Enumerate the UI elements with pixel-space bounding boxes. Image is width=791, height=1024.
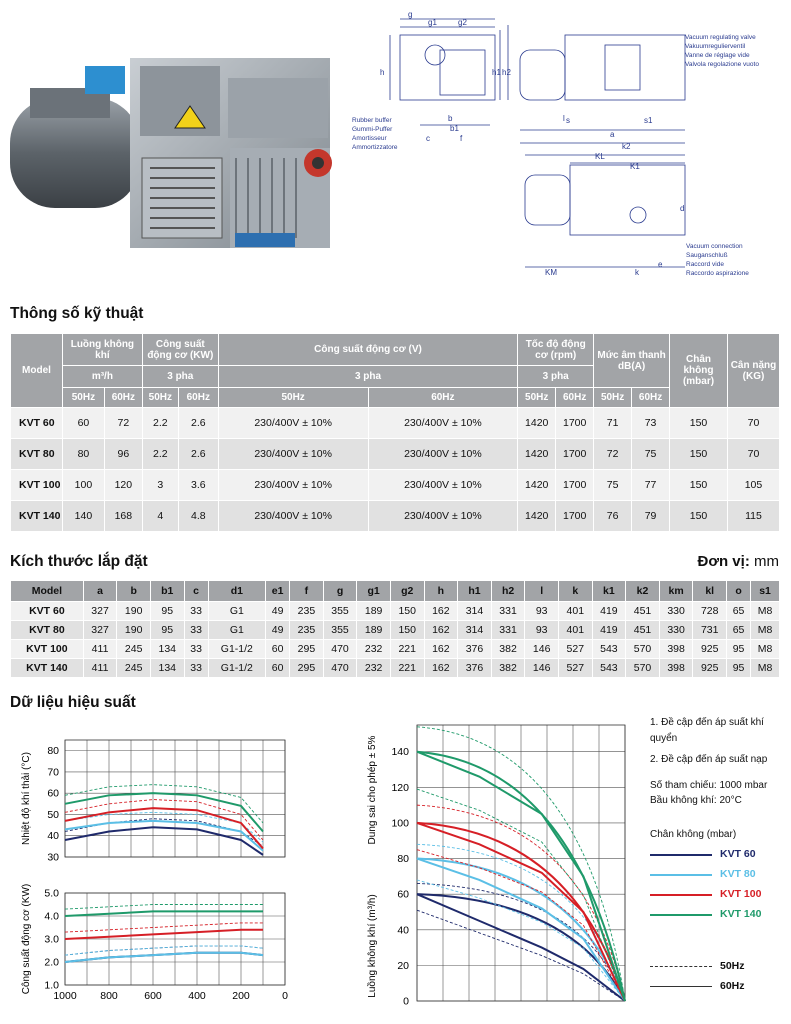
y-tick-label: 120 (391, 781, 409, 794)
y-tick-label: 2.0 (44, 956, 59, 969)
th-weight: Cân nặng (KG) (727, 334, 779, 408)
dim-cell: 134 (150, 659, 184, 678)
y-tick-label: 50 (47, 808, 59, 821)
dim-col-header: f (290, 581, 324, 602)
svg-text:Vakuumregulierventil: Vakuumregulierventil (685, 43, 746, 50)
y-tick-label: 0 (403, 995, 409, 1008)
y-tick-label: 4.0 (44, 910, 59, 923)
dim-cell: 49 (266, 621, 290, 640)
legend-60hz: 60Hz (650, 980, 790, 994)
dim-col-header: l (525, 581, 559, 602)
dim-cell: 470 (323, 640, 357, 659)
dim-cell: 376 (458, 640, 492, 659)
dim-cell: 232 (357, 640, 391, 659)
th-voltage: Công suất động cơ (V) (218, 334, 517, 366)
svg-text:Sauganschluß: Sauganschluß (686, 252, 728, 259)
dim-cell: G1-1/2 (208, 640, 265, 659)
dim-cell: 95 (727, 659, 751, 678)
dim-cell: 925 (693, 640, 727, 659)
dim-cell: 470 (323, 659, 357, 678)
dim-cell: 330 (659, 602, 693, 621)
y-tick-label: 140 (391, 746, 409, 759)
dim-cell: 419 (592, 621, 626, 640)
svg-text:KL: KL (595, 152, 605, 161)
dim-col-header: o (727, 581, 751, 602)
dim-col-header: b (117, 581, 151, 602)
th-hz: 60Hz (632, 388, 670, 408)
y-tick-label: 80 (47, 745, 59, 758)
th-speed: Tốc độ động cơ (rpm) (518, 334, 594, 366)
table-row: KVT 100 100 120 3 3.6 230/400V ± 10% 230/400V ± 10% 1420 1700 75 77 150 105 (11, 470, 780, 501)
dim-cell: 162 (424, 640, 458, 659)
svg-text:k2: k2 (622, 142, 631, 151)
dim-cell: 376 (458, 659, 492, 678)
svg-text:Vacuum regulating valve: Vacuum regulating valve (685, 34, 756, 41)
dim-cell: 245 (117, 640, 151, 659)
series-line-50hz (65, 905, 263, 910)
legend-kvt80: KVT 80 (650, 868, 790, 882)
dim-cell: 451 (626, 602, 660, 621)
x-tick-label: 0 (282, 990, 288, 1002)
y-tick-label: 1.0 (44, 979, 59, 992)
dim-col-header: e1 (266, 581, 290, 602)
th-hz: 60Hz (368, 388, 518, 408)
svg-text:K1: K1 (630, 162, 640, 171)
legend-kvt60: KVT 60 (650, 848, 790, 862)
dim-cell: 162 (424, 621, 458, 640)
legend (650, 715, 790, 1018)
dim-cell: 95 (150, 621, 184, 640)
th-hz: 60Hz (104, 388, 142, 408)
dim-cell: 189 (357, 621, 391, 640)
series-line-60hz (65, 953, 263, 962)
dim-col-header: h1 (458, 581, 492, 602)
dim-col-header: s1 (751, 581, 780, 602)
dim-cell: 327 (83, 621, 117, 640)
th-flow-unit: m³/h (62, 366, 142, 388)
svg-text:c: c (426, 134, 430, 143)
y-axis-label: Nhiệt độ khí thải (°C) (21, 752, 32, 845)
dimensions-table (10, 580, 780, 678)
th-flow: Luồng không khí (62, 334, 142, 366)
connection-label (686, 243, 749, 277)
dim-cell: 728 (693, 602, 727, 621)
note-4: Bầu không khí: 20°C (650, 795, 742, 806)
svg-text:Valvola regolazione vuoto: Valvola regolazione vuoto (685, 61, 759, 68)
dim-cell: G1-1/2 (208, 659, 265, 678)
dim-cell: M8 (751, 621, 780, 640)
dim-cell: 232 (357, 659, 391, 678)
dim-col-header: g2 (390, 581, 424, 602)
svg-text:g1: g1 (428, 18, 437, 27)
dim-cell: KVT 100 (11, 640, 84, 659)
series-line-60hz (65, 930, 263, 939)
series-line-50hz (65, 819, 263, 847)
dim-cell: KVT 60 (11, 602, 84, 621)
x-tick-label: 800 (100, 990, 118, 1002)
dim-col-header: Model (11, 581, 84, 602)
y-axis-label-top: Dung sai cho phép ± 5% (367, 735, 378, 845)
dim-cell: KVT 80 (11, 621, 84, 640)
th-hz: 50Hz (62, 388, 104, 408)
note-2: 2. Đề cập đến áp suất nạp (650, 754, 768, 765)
y-axis-label: Luồng không khí (m³/h) (367, 894, 378, 998)
dim-cell: 451 (626, 621, 660, 640)
dim-cell: 925 (693, 659, 727, 678)
svg-text:h: h (380, 68, 385, 77)
dim-col-header: h (424, 581, 458, 602)
table-row: KVT 80 80 96 2.2 2.6 230/400V ± 10% 230/400V ± 10% 1420 1700 72 75 150 70 (11, 439, 780, 470)
svg-text:Ammortizzatore: Ammortizzatore (352, 144, 398, 151)
dim-cell: 235 (290, 621, 324, 640)
right-chart (355, 715, 650, 1024)
dim-cell: 146 (525, 659, 559, 678)
y-tick-label: 3.0 (44, 933, 59, 946)
th-voltage-phase: 3 pha (218, 366, 517, 388)
dim-cell: 327 (83, 602, 117, 621)
svg-text:b: b (448, 114, 453, 123)
dim-col-header: km (659, 581, 693, 602)
y-tick-label: 80 (397, 853, 409, 866)
x-tick-label: 400 (188, 990, 206, 1002)
dim-cell: 382 (491, 659, 525, 678)
dim-cell: 331 (491, 621, 525, 640)
dim-cell: 162 (424, 659, 458, 678)
dim-cell: 189 (357, 602, 391, 621)
dim-cell: 65 (727, 621, 751, 640)
svg-text:Raccordo aspirazione: Raccordo aspirazione (686, 270, 749, 277)
dim-cell: 95 (727, 640, 751, 659)
dim-cell: 134 (150, 640, 184, 659)
dim-cell: 314 (458, 602, 492, 621)
dim-cell: 398 (659, 659, 693, 678)
svg-text:Vanne de réglage vide: Vanne de réglage vide (685, 52, 750, 59)
dim-cell: 411 (83, 640, 117, 659)
x-tick-label: 1000 (53, 990, 77, 1002)
y-tick-label: 20 (397, 959, 409, 972)
dim-cell: 382 (491, 640, 525, 659)
dim-col-header: k2 (626, 581, 660, 602)
dim-cell: 33 (184, 659, 208, 678)
dim-cell: 95 (150, 602, 184, 621)
dim-cell: 150 (390, 621, 424, 640)
pump-photo (0, 28, 355, 276)
th-hz: 50Hz (518, 388, 556, 408)
buffer-label (352, 117, 398, 151)
dim-cell: M8 (751, 640, 780, 659)
th-hz: 50Hz (142, 388, 178, 408)
valve-label (685, 34, 759, 68)
dim-col-header: h2 (491, 581, 525, 602)
dim-cell: 221 (390, 640, 424, 659)
dim-cell: 33 (184, 602, 208, 621)
svg-text:f: f (460, 134, 463, 143)
th-hz: 60Hz (556, 388, 594, 408)
dim-col-header: c (184, 581, 208, 602)
dim-cell: 146 (525, 640, 559, 659)
y-axis-label: Công suất động cơ (KW) (21, 883, 32, 995)
svg-text:d: d (680, 204, 685, 213)
dim-cell: M8 (751, 659, 780, 678)
dim-cell: 355 (323, 602, 357, 621)
dim-cell: 295 (290, 659, 324, 678)
dim-col-header: kl (693, 581, 727, 602)
svg-text:Gummi-Puffer: Gummi-Puffer (352, 126, 393, 133)
table-row (11, 640, 780, 659)
svg-text:Rubber buffer: Rubber buffer (352, 117, 392, 124)
th-hz: 60Hz (178, 388, 218, 408)
dim-cell: G1 (208, 602, 265, 621)
table-row (11, 659, 780, 678)
specs-table (10, 333, 780, 532)
dim-cell: 60 (266, 659, 290, 678)
dim-col-header: g (323, 581, 357, 602)
note-3: Số tham chiếu: 1000 mbar (650, 779, 768, 791)
specs-title: Thông số kỹ thuật (10, 305, 144, 322)
dim-cell: 411 (83, 659, 117, 678)
table-row: KVT 140 140 168 4 4.8 230/400V ± 10% 230/400V ± 10% 1420 1700 76 79 150 115 (11, 501, 780, 532)
th-power-phase: 3 pha (142, 366, 218, 388)
y-tick-label: 5.0 (44, 887, 59, 900)
svg-text:b1: b1 (450, 124, 459, 133)
dim-col-header: g1 (357, 581, 391, 602)
svg-text:Amortisseur: Amortisseur (352, 135, 387, 142)
dim-cell: 330 (659, 621, 693, 640)
dim-cell: 49 (266, 602, 290, 621)
legend-kvt100: KVT 100 (650, 888, 790, 902)
dimension-drawings (352, 5, 791, 285)
th-vacuum: Chân không (mbar) (670, 334, 728, 408)
dim-cell: M8 (751, 602, 780, 621)
dim-cell: 162 (424, 602, 458, 621)
dim-cell: 60 (266, 640, 290, 659)
svg-text:e: e (658, 260, 663, 269)
dim-cell: 93 (525, 621, 559, 640)
dim-cell: 570 (626, 640, 660, 659)
th-speed-phase: 3 pha (518, 366, 594, 388)
svg-text:a: a (610, 130, 615, 139)
y-tick-label: 60 (47, 787, 59, 800)
left-charts (0, 715, 300, 1024)
y-tick-label: 40 (397, 924, 409, 937)
svg-text:k: k (635, 268, 639, 277)
y-tick-label: 40 (47, 830, 59, 843)
dim-cell: 190 (117, 602, 151, 621)
svg-text:g2: g2 (458, 18, 467, 27)
legend-50hz: 50Hz (650, 960, 790, 974)
dim-cell: 235 (290, 602, 324, 621)
y-tick-label: 70 (47, 766, 59, 779)
dim-cell: 401 (558, 621, 592, 640)
note-1: 1. Đề cập đến áp suất khí quyển (650, 717, 764, 744)
dim-cell: 245 (117, 659, 151, 678)
dim-cell: 570 (626, 659, 660, 678)
dim-cell: 150 (390, 602, 424, 621)
svg-text:g: g (408, 10, 413, 19)
dim-col-header: k1 (592, 581, 626, 602)
y-tick-label: 100 (391, 817, 409, 830)
dim-cell: 93 (525, 602, 559, 621)
y-tick-label: 60 (397, 888, 409, 901)
svg-text:Vacuum connection: Vacuum connection (686, 243, 743, 250)
dim-cell: 527 (558, 659, 592, 678)
dim-cell: 419 (592, 602, 626, 621)
dimensions-title: Kích thước lắp đặt (10, 553, 148, 570)
th-hz: 50Hz (218, 388, 368, 408)
svg-text:s: s (566, 116, 570, 125)
svg-text:h1: h1 (492, 68, 501, 77)
x-tick-label: 600 (144, 990, 162, 1002)
dim-cell: 33 (184, 640, 208, 659)
dim-cell: 543 (592, 659, 626, 678)
dim-cell: 731 (693, 621, 727, 640)
table-row (11, 621, 780, 640)
series-line-60hz (65, 911, 263, 916)
dim-cell: 543 (592, 640, 626, 659)
dim-col-header: a (83, 581, 117, 602)
th-model: Model (11, 334, 63, 408)
svg-text:s1: s1 (644, 116, 653, 125)
y-tick-label: 30 (47, 851, 59, 864)
dim-col-header: k (558, 581, 592, 602)
dim-cell: 190 (117, 621, 151, 640)
svg-text:l: l (563, 114, 565, 123)
svg-text:KM: KM (545, 268, 557, 277)
dim-cell: KVT 140 (11, 659, 84, 678)
dim-cell: 401 (558, 602, 592, 621)
svg-text:h2: h2 (502, 68, 511, 77)
dim-col-header: b1 (150, 581, 184, 602)
dim-cell: 355 (323, 621, 357, 640)
th-power: Công suất động cơ (KW) (142, 334, 218, 366)
dim-col-header: d1 (208, 581, 265, 602)
dim-cell: 314 (458, 621, 492, 640)
table-row (11, 602, 780, 621)
legend-title: Chân không (mbar) (650, 828, 737, 840)
table-row: KVT 60 60 72 2.2 2.6 230/400V ± 10% 230/400V ± 10% 1420 1700 71 73 150 70 (11, 408, 780, 439)
legend-kvt140: KVT 140 (650, 908, 790, 922)
th-noise: Mức âm thanh dB(A) (594, 334, 670, 388)
svg-text:Raccord vide: Raccord vide (686, 261, 724, 268)
dim-cell: 398 (659, 640, 693, 659)
series-line-60hz (65, 827, 263, 855)
dim-cell: 221 (390, 659, 424, 678)
dim-cell: 527 (558, 640, 592, 659)
performance-title: Dữ liệu hiệu suất (10, 694, 136, 711)
unit-label: Đơn vị: mm (697, 553, 779, 570)
dim-cell: 295 (290, 640, 324, 659)
th-hz: 50Hz (594, 388, 632, 408)
dim-cell: 65 (727, 602, 751, 621)
dim-cell: 331 (491, 602, 525, 621)
dim-cell: G1 (208, 621, 265, 640)
x-tick-label: 200 (232, 990, 250, 1002)
dim-cell: 33 (184, 621, 208, 640)
